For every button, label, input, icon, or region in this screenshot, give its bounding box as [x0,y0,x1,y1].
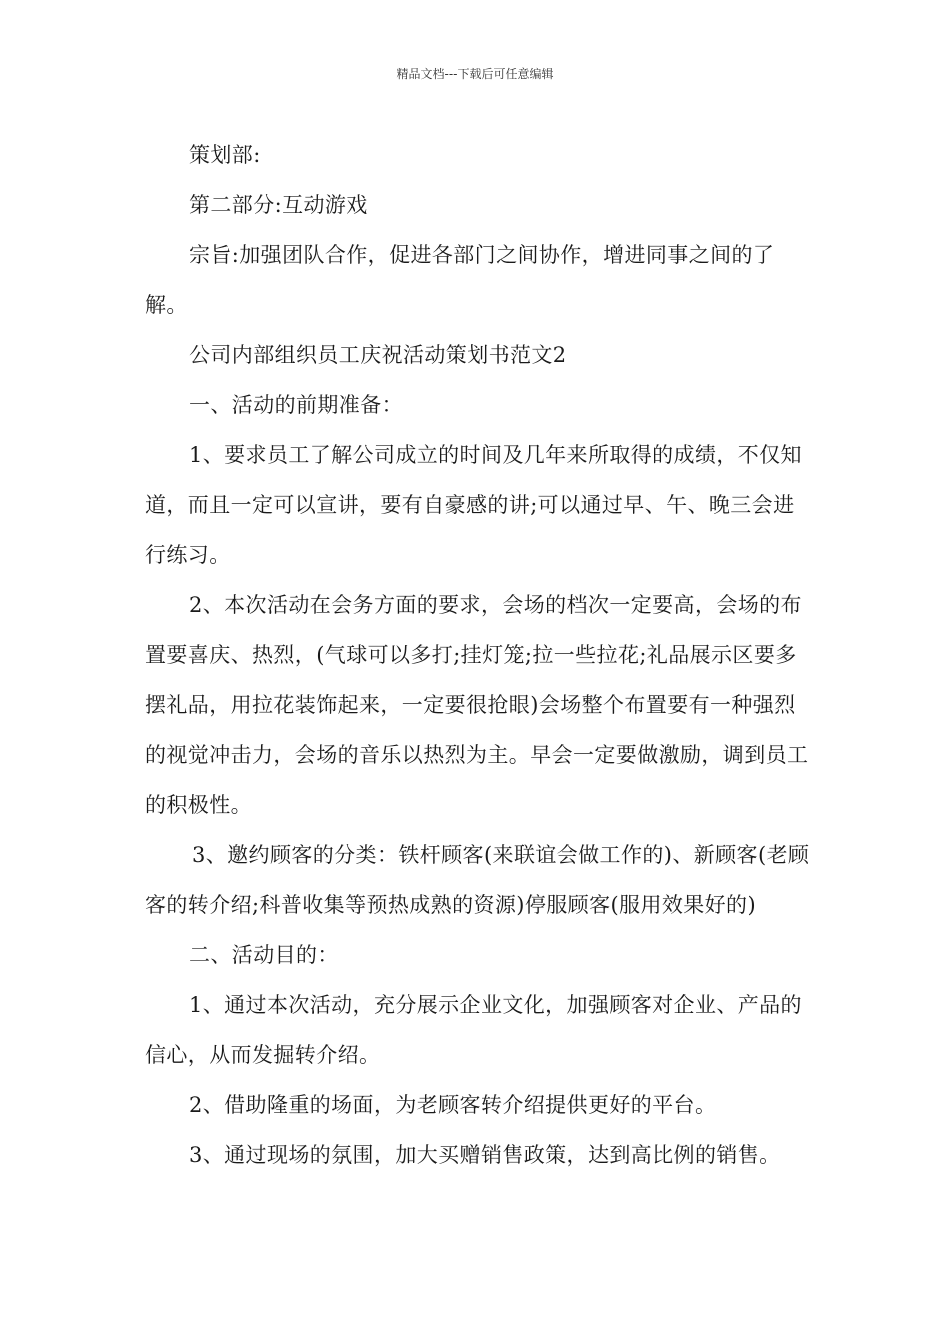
paragraph-prep-item-3: 3、邀约顾客的分类：铁杆顾客(来联谊会做工作的)、新顾客(老顾客的转介绍;科普收集等预热成熟的资源)停服顾客(服用效果好的) [145,843,810,917]
paragraph-goal-item-1: 1、通过本次活动，充分展示企业文化，加强顾客对企业、产品的信心，从而发掘转介绍。 [145,993,802,1067]
paragraph-sample-title: 公司内部组织员工庆祝活动策划书范文2 [189,343,567,367]
document-body [145,130,810,1180]
paragraph-prep-item-1: 1、要求员工了解公司成立的时间及几年来所取得的成绩，不仅知道，而且一定可以宣讲，要有自豪感的讲;可以通过早、午、晚三会进行练习。 [145,443,802,567]
paragraph-goal-item-2: 2、借助隆重的场面，为老顾客转介绍提供更好的平台。 [189,1093,717,1117]
paragraph-planning-dept: 策划部: [189,143,261,167]
page-header: 精品文档---下载后可任意编辑 [396,67,554,81]
paragraph-part-two-heading: 第二部分:互动游戏 [189,193,368,217]
paragraph-goal-item-3: 3、通过现场的氛围，加大买赠销售政策，达到高比例的销售。 [189,1143,781,1167]
paragraph-prep-item-2: 2、本次活动在会务方面的要求，会场的档次一定要高，会场的布置要喜庆、热烈，(气球可以多打;挂灯笼;拉一些拉花;礼品展示区要多摆礼品，用拉花装饰起来，一定要很抢眼)会场整个布置要有一种强烈的视觉冲击力，会场的音乐以热烈为主。早会一定要做激励，调到员工的积极性。 [145,593,809,817]
paragraph-purpose: 宗旨:加强团队合作，促进各部门之间协作，增进同事之间的了解。 [145,243,775,317]
paragraph-section-one-heading: 一、活动的前期准备： [189,393,403,417]
paragraph-section-two-heading: 二、活动目的： [189,943,339,967]
